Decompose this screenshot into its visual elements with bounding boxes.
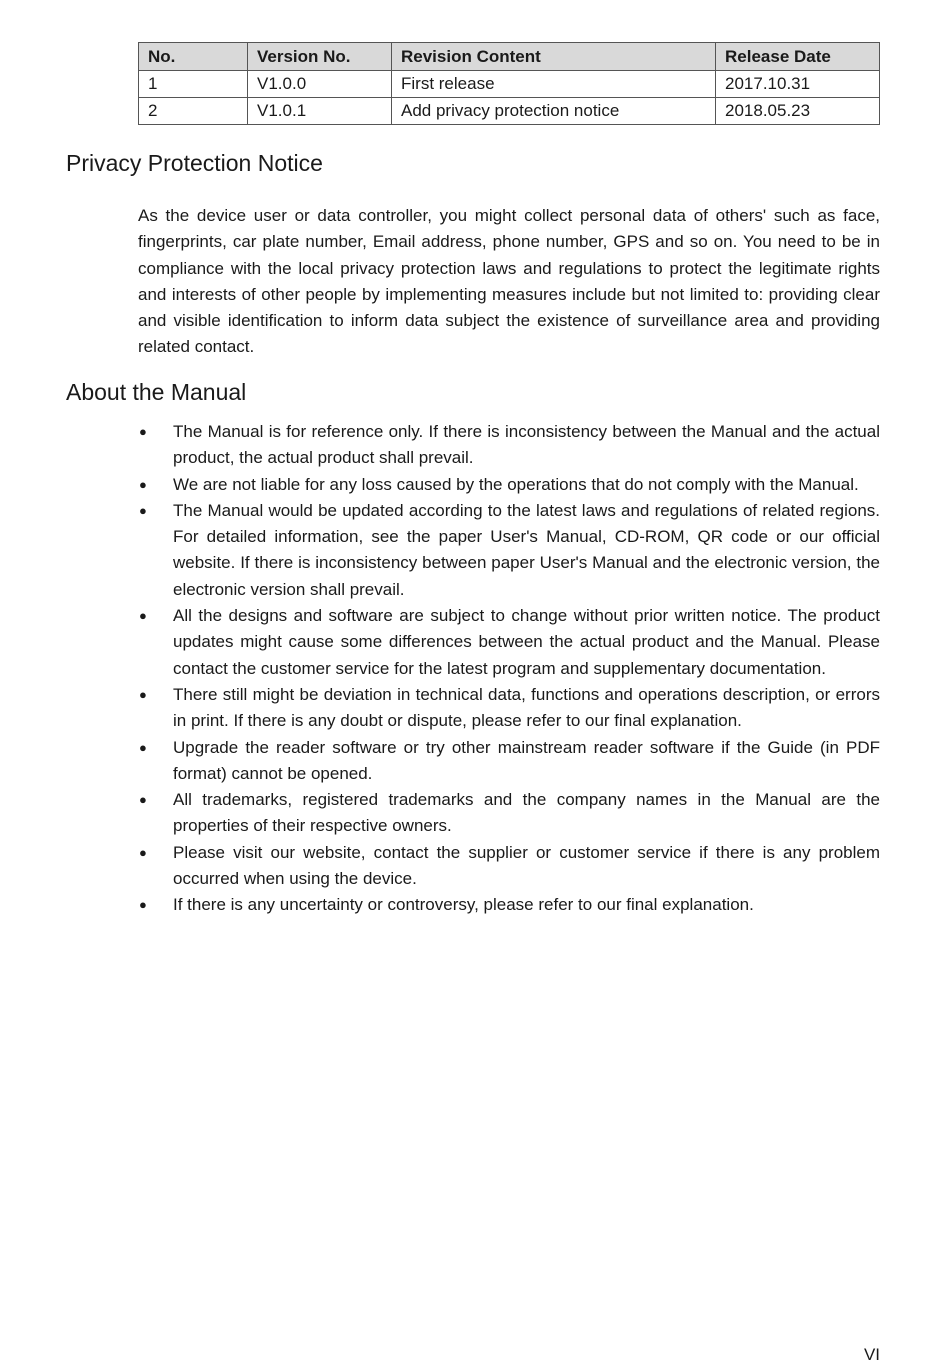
list-item [138, 840, 880, 893]
cell-revision-content: First release [392, 71, 716, 98]
bullet-icon: ● [139, 897, 147, 913]
list-item-text: All trademarks, registered trademarks and the company names in the Manual are the properties of their respective owners. [173, 790, 880, 836]
list-item-text: Upgrade the reader software or try other mainstream reader software if the Guide (in PDF format) cannot be opened. [173, 737, 880, 783]
bullet-icon: ● [139, 502, 147, 518]
about-manual-list [138, 419, 880, 919]
cell-no: 1 [139, 71, 248, 98]
bullet-icon: ● [139, 686, 147, 702]
list-item-text: We are not liable for any loss caused by the operations that do not comply with the Manual. [173, 474, 859, 494]
list-item [138, 498, 880, 603]
list-item [138, 472, 880, 498]
cell-no: 2 [139, 98, 248, 125]
page-number: VI [863, 1345, 880, 1364]
bullet-icon: ● [139, 608, 147, 624]
table-row [139, 98, 880, 125]
list-item-text: The Manual is for reference only. If there is inconsistency between the Manual and the actual product, the actual product shall prevail. [173, 422, 880, 468]
cell-release-date: 2017.10.31 [716, 71, 880, 98]
table-row [139, 71, 880, 98]
header-no: No. [139, 43, 248, 71]
list-item-text: Please visit our website, contact the supplier or customer service if there is any problem occurred when using the device. [173, 842, 880, 889]
about-manual-heading: About the Manual [66, 379, 247, 405]
list-item [138, 787, 880, 840]
cell-version: V1.0.0 [248, 71, 392, 98]
table-header-row [139, 43, 880, 71]
privacy-notice-paragraph: As the device user or data controller, you might collect personal data of others' such as face, fingerprints, car plate number, Email address, phone number, GPS and so on. You need to be in compliance with the local privacy protection laws and regulations to protect the legitimate rights and interests of other people by implementing measures include but not limited to: providing clear and visible identification to inform data subject the existence of surveillance area and providing related contact. [138, 206, 880, 357]
list-item-text: If there is any uncertainty or controversy, please refer to our final explanation. [173, 895, 754, 915]
privacy-notice-heading: Privacy Protection Notice [66, 150, 323, 176]
cell-version: V1.0.1 [248, 98, 392, 125]
cell-revision-content: Add privacy protection notice [392, 98, 716, 125]
list-item [138, 892, 880, 918]
header-release-date: Release Date [716, 43, 880, 71]
list-item-text: There still might be deviation in technical data, functions and operations description, or errors in print. If there is any doubt or dispute, please refer to our final explanation. [173, 684, 880, 731]
list-item [138, 682, 880, 735]
list-item [138, 419, 880, 472]
header-revision-content: Revision Content [392, 43, 716, 71]
list-item-text: All the designs and software are subject to change without prior written notice. The product updates might cause some differences between the actual product and the Manual. Please contact the customer service for the latest program and supplementary documentation. [173, 606, 880, 678]
list-item [138, 603, 880, 682]
header-version: Version No. [248, 43, 392, 71]
list-item [138, 735, 880, 788]
bullet-icon: ● [139, 844, 147, 860]
bullet-icon: ● [139, 792, 147, 808]
bullet-icon: ● [139, 424, 147, 439]
revision-history-table [138, 42, 880, 125]
bullet-icon: ● [139, 739, 147, 755]
bullet-icon: ● [139, 476, 147, 492]
list-item-text: The Manual would be updated according to the latest laws and regulations of related regions. For detailed information, see the paper User's Manual, CD-ROM, QR code or our official website. If there is inconsistency between paper User's Manual and the electronic version, the electronic version shall prevail. [173, 500, 880, 599]
cell-release-date: 2018.05.23 [716, 98, 880, 125]
